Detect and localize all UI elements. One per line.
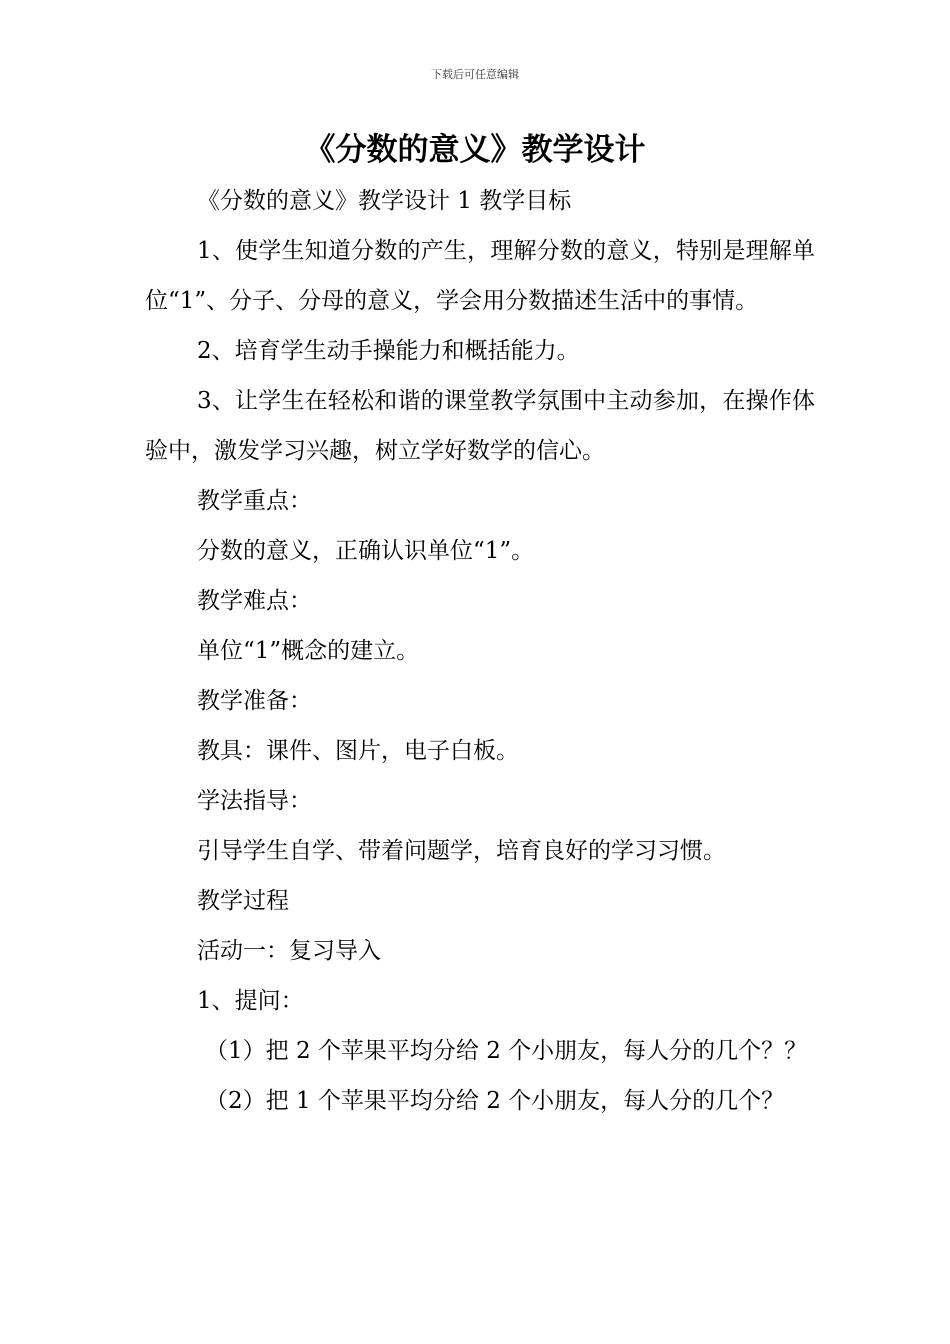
heading-key-point: 教学重点：: [197, 488, 312, 514]
heading-difficulty: 教学难点：: [197, 588, 312, 614]
paragraph-difficulty: 单位“1”概念的建立。: [197, 638, 420, 664]
heading-activity-1: 活动一：复习导入: [197, 938, 381, 964]
paragraph-objective-2: 2、培育学生动手操能力和概括能力。: [197, 338, 580, 364]
paragraph-preparation: 教具：课件、图片，电子白板。: [197, 738, 519, 764]
heading-process: 教学过程: [197, 888, 289, 914]
heading-study-guide: 学法指导：: [197, 788, 312, 814]
paragraph-subtitle: 《分数的意义》教学设计 1 教学目标: [197, 188, 572, 214]
paragraph-key-point: 分数的意义，正确认识单位“1”。: [197, 538, 535, 564]
document-title: 《分数的意义》教学设计: [304, 132, 646, 168]
heading-preparation: 教学准备：: [197, 688, 312, 714]
document-body: [145, 176, 815, 1126]
paragraph-study-guide: 引导学生自学、带着问题学，培育良好的学习习惯。: [197, 838, 726, 864]
paragraph-objective-1: 1、使学生知道分数的产生，理解分数的意义，特别是理解单位“1”、分子、分母的意义，学会用分数描述生活中的事情。: [145, 238, 815, 314]
paragraph-objective-3: 3、让学生在轻松和谐的课堂教学氛围中主动参加，在操作体验中，激发学习兴趣，树立学好数学的信心。: [145, 388, 815, 464]
paragraph-question-2: （2）把 1 个苹果平均分给 2 个小朋友，每人分的几个？: [205, 1088, 785, 1114]
paragraph-question-1: （1）把 2 个苹果平均分给 2 个小朋友，每人分的几个？？: [205, 1038, 808, 1064]
paragraph-question-intro: 1、提问：: [197, 988, 304, 1014]
header-note: 下载后可任意编辑: [431, 68, 519, 81]
